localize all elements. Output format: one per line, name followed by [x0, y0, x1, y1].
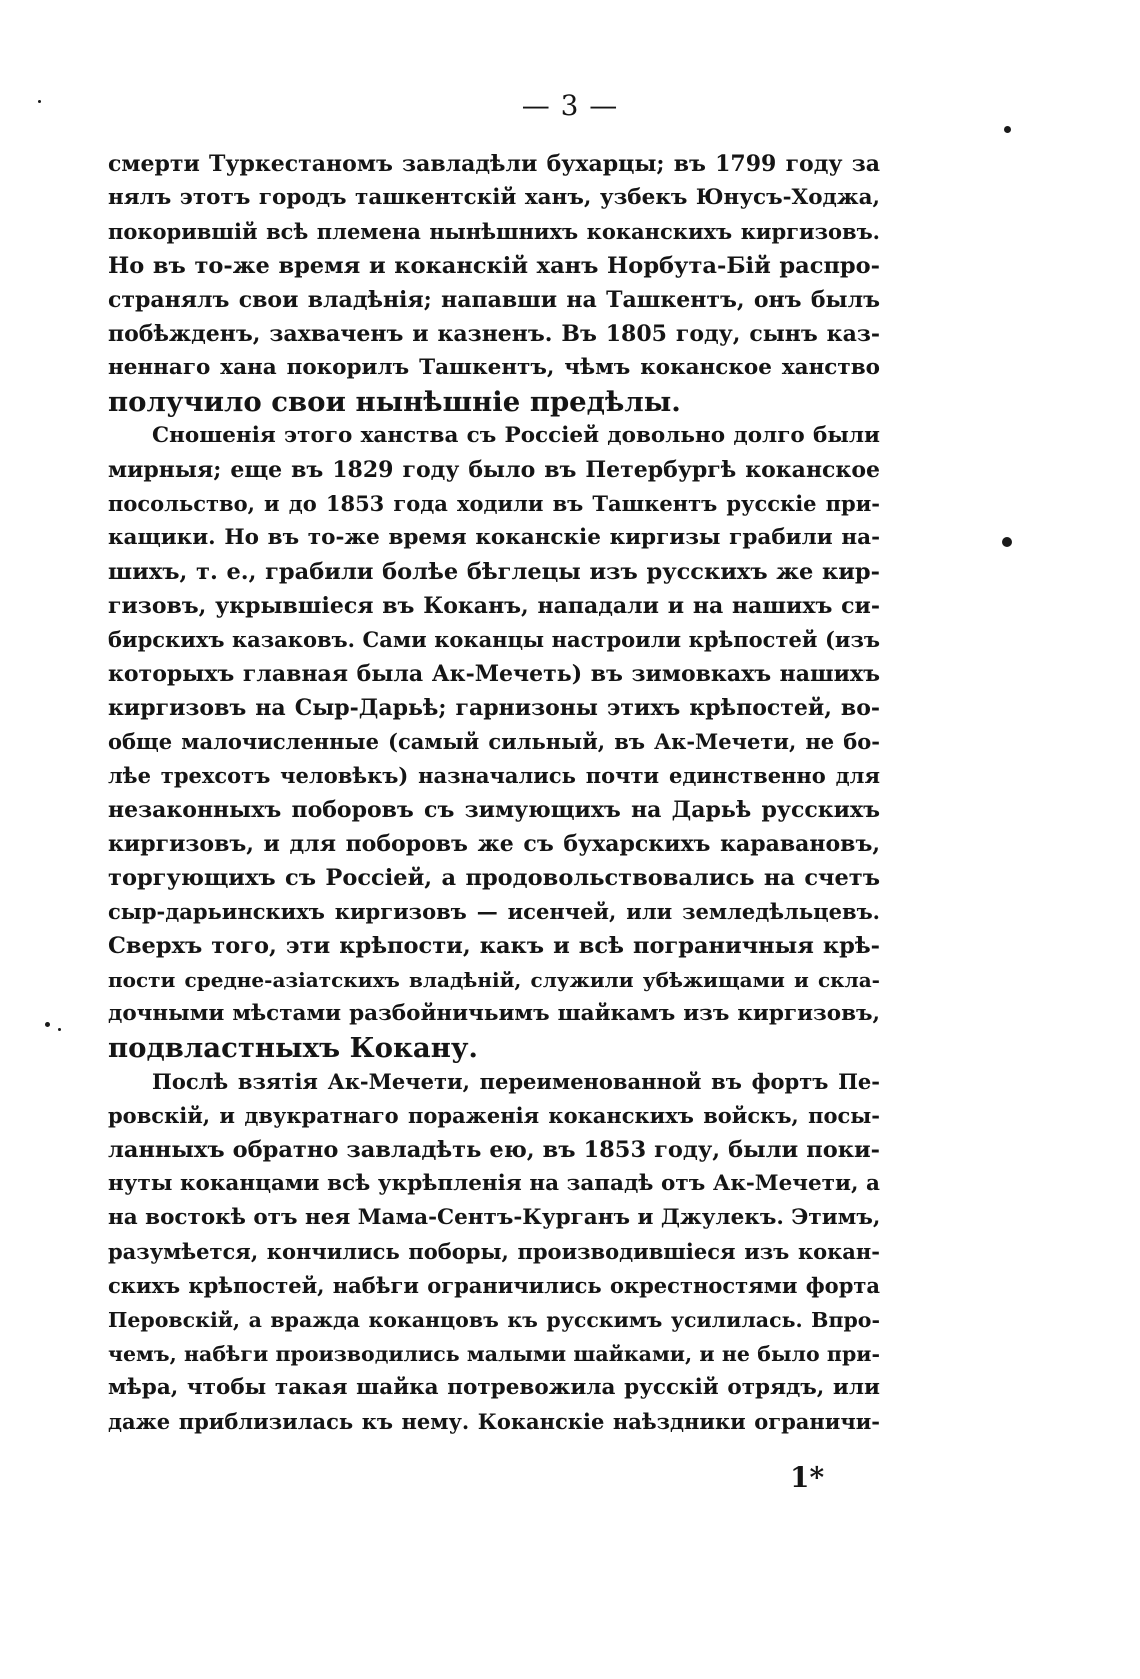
text-line: подвластныхъ Кокану. [108, 1032, 479, 1064]
text-line: киргизовъ, и для поборовъ же съ бухарскихъ каравановъ, [108, 831, 880, 857]
text-line: Но въ то-же время и коканскій ханъ Норбута-Бій распро- [108, 253, 880, 279]
text-line: Сверхъ того, эти крѣпости, какъ и всѣ пограничныя крѣ- [108, 933, 880, 959]
text-line: Послѣ взятія Ак-Мечети, переименованной въ фортъ Пе- [152, 1069, 880, 1094]
text-line: гизовъ, укрывшіеся въ Коканъ, нападали и на нашихъ си- [108, 593, 880, 619]
text-line: на востокѣ отъ нея Мама-Сентъ-Курганъ и Джулекъ. Этимъ, [108, 1205, 881, 1230]
scan-speck [1002, 537, 1012, 547]
signature-mark: 1* [790, 1461, 825, 1494]
text-line: разумѣется, кончились поборы, производившіеся изъ кокан- [108, 1239, 880, 1264]
text-line: которыхъ главная была Ак-Мечеть) въ зимовкахъ нашихъ [108, 661, 880, 687]
text-line: обще малочисленные (самый сильный, въ Ак-Мечети, не бо- [108, 729, 880, 754]
text-line: скихъ крѣпостей, набѣги ограничились окрестностями форта [108, 1273, 880, 1298]
text-line: бирскихъ казаковъ. Сами коканцы настроили крѣпостей (изъ [108, 627, 880, 652]
text-line: посольство, и до 1853 года ходили въ Ташкентъ русскіе при- [108, 491, 880, 516]
text-line: сыр-дарьинскихъ киргизовъ — исенчей, или земледѣльцевъ. [108, 899, 880, 924]
text-line: ланныхъ обратно завладѣть ею, въ 1853 году, были поки- [108, 1137, 880, 1163]
text-line: незаконныхъ поборовъ съ зимующихъ на Дарьѣ русскихъ [108, 797, 880, 823]
text-line: ровскій, и двукратнаго пораженія коканскихъ войскъ, посы- [108, 1103, 880, 1128]
page-number: — 3 — [521, 89, 619, 122]
text-line: даже приблизилась къ нему. Коканскіе наѣздники ограничи- [108, 1409, 880, 1434]
scan-speck [1004, 126, 1011, 133]
text-line: получило свои нынѣшніе предѣлы. [108, 386, 681, 418]
text-line: торгующихъ съ Россіей, а продовольствовались на счетъ [108, 865, 880, 891]
scan-speck [58, 1028, 61, 1031]
scan-speck [38, 100, 41, 103]
text-line: покорившій всѣ племена нынѣшнихъ коканскихъ киргизовъ. [108, 219, 880, 244]
text-line: смерти Туркестаномъ завладѣли бухарцы; въ 1799 году за [108, 151, 880, 177]
text-line: дочными мѣстами разбойничьимъ шайкамъ изъ киргизовъ, [108, 1001, 880, 1026]
text-line: киргизовъ на Сыр-Дарьѣ; гарнизоны этихъ крѣпостей, во- [108, 695, 880, 721]
text-line: нялъ этотъ городъ ташкентскій ханъ, узбекъ Юнусъ-Ходжа, [108, 185, 880, 210]
text-line: неннаго хана покорилъ Ташкентъ, чѣмъ коканское ханство [108, 355, 880, 380]
text-line: пости средне-азіатскихъ владѣній, служили убѣжищами и скла- [108, 968, 880, 992]
text-line: побѣжденъ, захваченъ и казненъ. Въ 1805 году, сынъ каз- [108, 321, 880, 347]
text-line: чемъ, набѣги производились малыми шайками, и не было при- [108, 1342, 880, 1366]
text-line: Перовскій, а вражда коканцовъ къ русскимъ усилилась. Впро- [108, 1308, 880, 1332]
text-line: нуты коканцами всѣ укрѣпленія на западѣ отъ Ак-Мечети, а [108, 1171, 880, 1196]
scan-speck [45, 1022, 50, 1027]
text-line: мѣра, чтобы такая шайка потревожила русскій отрядъ, или [108, 1375, 880, 1400]
text-line: Сношенія этого ханства съ Россіей довольно долго были [152, 423, 880, 448]
text-line: шихъ, т. е., грабили болѣе бѣглецы изъ русскихъ же кир- [108, 559, 880, 585]
text-line: мирныя; еще въ 1829 году было въ Петербургѣ коканское [108, 457, 880, 483]
text-line: лѣе трехсотъ человѣкъ) назначались почти единственно для [108, 763, 880, 788]
text-line: странялъ свои владѣнія; напавши на Ташкентъ, онъ былъ [108, 287, 880, 313]
text-line: кащики. Но въ то-же время коканскіе киргизы грабили на- [108, 525, 880, 550]
